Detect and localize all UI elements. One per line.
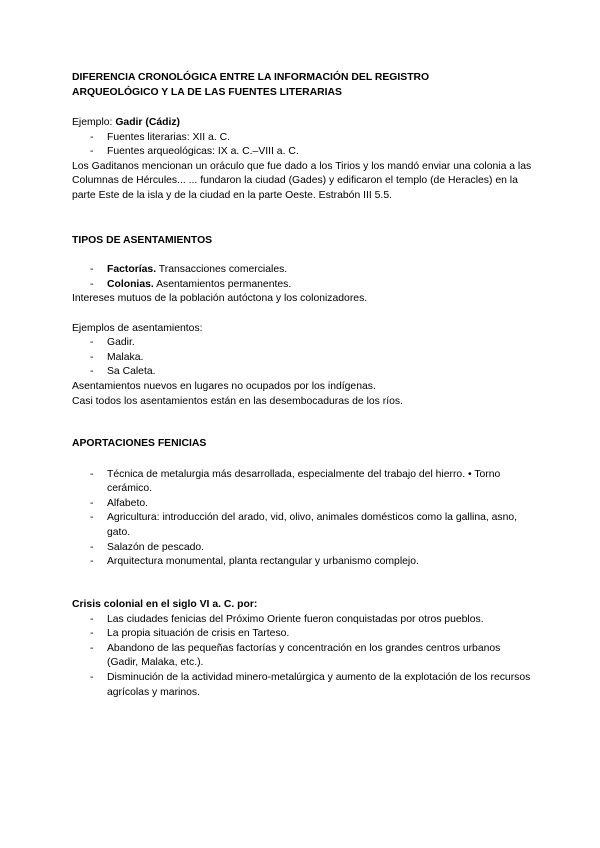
example-section [72,116,532,204]
bullet-dash: - [90,541,94,553]
example-name: Gadir (Cádiz) [115,117,180,128]
bullet-dash: - [90,468,94,480]
bullet-dash: - [90,497,94,509]
bullet-dash: - [90,613,94,625]
bullet-dash: - [90,146,94,158]
list-item: - Las ciudades fenicias del Próximo Oriente fueron conquistadas por otros pueblos. [72,613,532,628]
list-item: - Malaka. [72,351,532,366]
crisis-heading: Crisis colonial en el siglo VI a. C. por: [72,599,258,610]
bullet-dash: - [90,366,94,378]
bullet-dash: - [90,512,94,524]
note-river-mouths: Casi todos los asentamientos están en las desembocaduras de los ríos. [72,395,403,407]
contributions-list [72,468,532,570]
list-item: - Fuentes arqueológicas: IX a. C.–VIII a. C. [72,145,532,160]
bullet-dash: - [90,337,94,349]
bullet-dash: - [90,671,94,683]
crisis-section [72,598,532,700]
settlements-heading: TIPOS DE ASENTAMIENTOS [72,235,213,246]
list-item: - Fuentes literarias: XII a. C. [72,131,532,146]
settlement-examples-list [72,336,532,380]
bullet-dash: - [90,556,94,568]
bullet-dash: - [90,642,94,654]
contributions-section [72,437,532,570]
list-item: - Agricultura: introducción del arado, vid, olivo, animales domésticos como la gallina, asno, gato. [90,512,518,538]
bullet-dash: - [90,351,94,363]
bullet-dash: - [90,264,94,276]
title-line-2: ARQUEOLÓGICO Y LA DE LAS FUENTES LITERARIAS [72,86,342,98]
settlement-types-list [72,263,532,292]
list-item: - Técnica de metalurgia más desarrollada, especialmente del trabajo del hierro. • Torno cerámico. [90,468,501,495]
document-title [72,71,532,100]
list-item: - Factorías. Transacciones comerciales. [72,263,532,278]
examples-label: Ejemplos de asentamientos: [72,322,203,334]
sources-list [72,131,532,160]
interests-text: Intereses mutuos de la población autóctona y los colonizadores. [72,293,368,305]
list-item: - Salazón de pescado. [72,541,532,556]
settlements-section [72,234,532,409]
contributions-heading: APORTACIONES FENICIAS [72,438,207,449]
list-item: - Disminución de la actividad minero-metalúrgica y aumento de la explotación de los recursos agrícolas y marinos. [90,671,531,698]
list-item: - Arquitectura monumental, planta rectangular y urbanismo complejo. [72,555,532,570]
list-item: - La propia situación de crisis en Tarteso. [72,627,532,642]
note-new-settlements: Asentamientos nuevos en lugares no ocupados por los indígenas. [72,380,376,392]
list-item: - Colonias. Asentamientos permanentes. [72,278,532,293]
crisis-list [72,613,532,701]
title-line-1: DIFERENCIA CRONOLÓGICA ENTRE LA INFORMACIÓN DEL REGISTRO [72,72,430,83]
list-item: - Gadir. [72,336,532,351]
example-label: Ejemplo: Gadir (Cádiz) [72,117,180,128]
bullet-dash: - [90,278,94,290]
list-item: - Alfabeto. [72,497,532,512]
strabo-paragraph: Los Gaditanos mencionan un oráculo que fue dado a los Tirios y los mandó enviar una colonia a las Columnas de Hércules... ... fundaron la ciudad (Gades) y edificaron el templo (de Heracles) en la parte Este de la isla y de la ciudad en la parte Oeste. Estrabón III 5.5. [72,160,532,201]
bullet-dash: - [90,628,94,640]
bullet-dash: - [90,131,94,143]
list-item: - Abandono de las pequeñas factorías y concentración en los grandes centros urbanos (Gadir, Malaka, etc.). [90,642,501,669]
list-item: - Sa Caleta. [72,365,532,380]
